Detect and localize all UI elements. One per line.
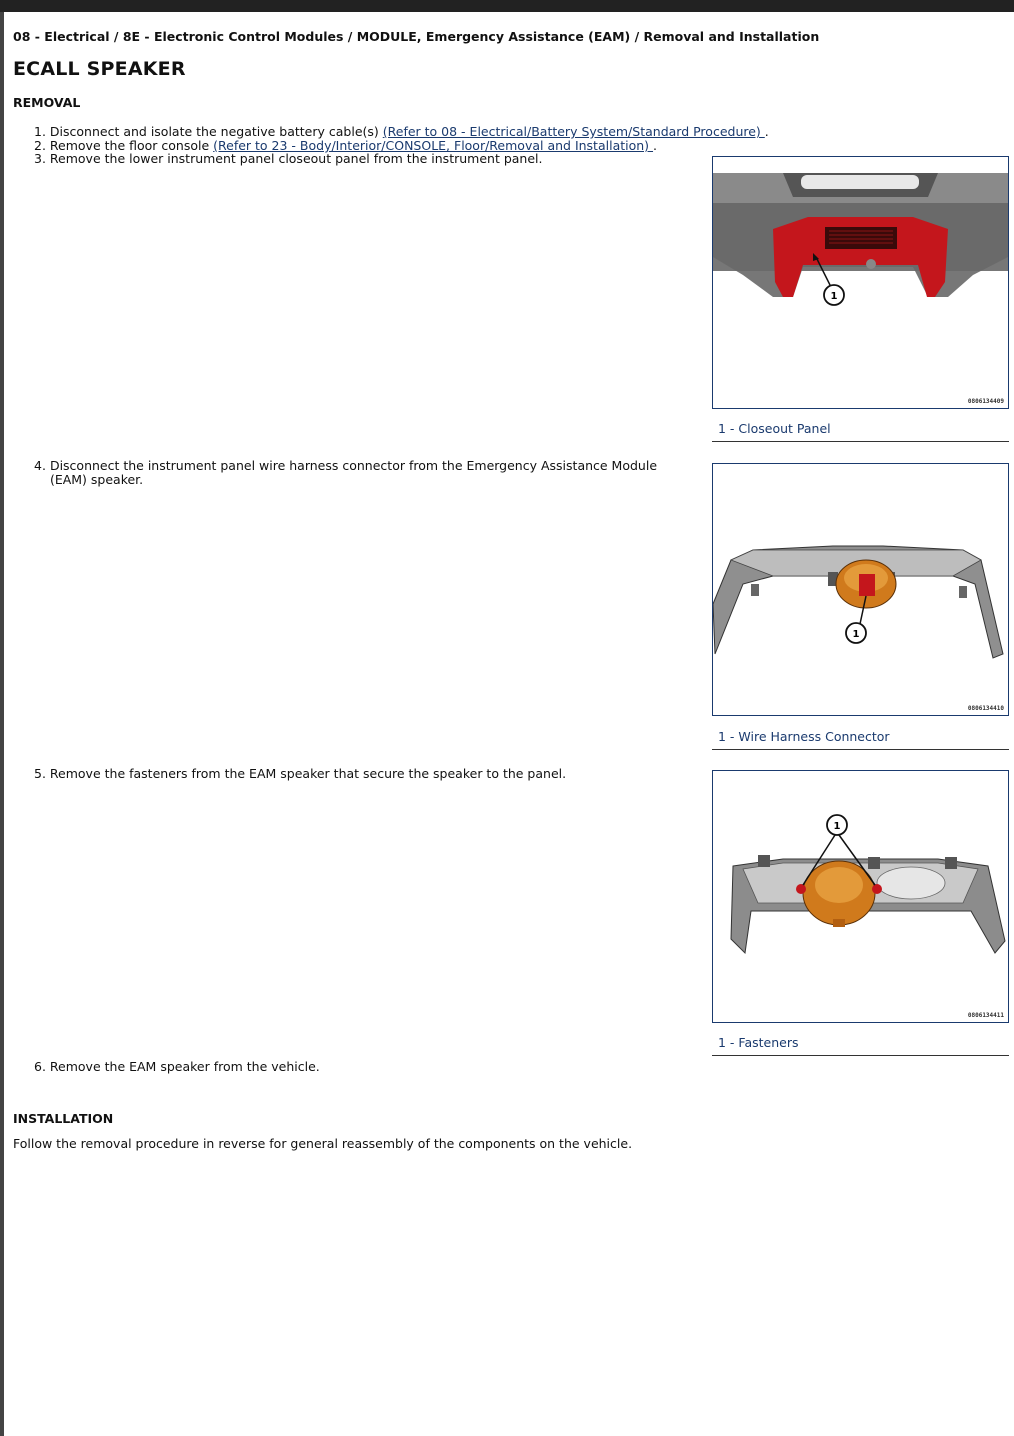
figure-code: 0806134409: [967, 398, 1004, 405]
step-3: [34, 152, 542, 166]
step-number: 3.: [34, 151, 46, 166]
figure-caption-fasteners: 1 - Fasteners: [712, 1035, 1009, 1056]
step-1: [34, 125, 769, 139]
step-text: Disconnect and isolate the negative battery cable(s): [49, 124, 383, 139]
figure-wire-harness: [712, 463, 1009, 716]
figure-caption-closeout-panel: 1 - Closeout Panel: [712, 421, 1009, 442]
step-number: 4.: [34, 458, 46, 473]
floor-console-link[interactable]: (Refer to 23 - Body/Interior/CONSOLE, Floor/Removal and Installation): [213, 138, 654, 153]
figure-code: 0806134411: [967, 1012, 1004, 1019]
step-number: 2.: [34, 138, 46, 153]
figure-closeout-panel: [712, 156, 1009, 409]
closeout-panel-illustration: [713, 157, 1008, 408]
top-bar: [0, 0, 1014, 12]
step-5: [34, 767, 566, 781]
step-text: Remove the floor console: [49, 138, 214, 153]
step-number: 6.: [34, 1059, 46, 1074]
callout-number: 1: [830, 291, 838, 302]
step-suffix: .: [653, 138, 658, 153]
step-text: Remove the fasteners from the EAM speaker that secure the speaker to the panel.: [49, 766, 567, 781]
wire-harness-illustration: [713, 464, 1008, 715]
step-text: Remove the lower instrument panel closeout panel from the instrument panel.: [49, 151, 543, 166]
installation-text: Follow the removal procedure in reverse for general reassembly of the components on the vehicle.: [13, 1136, 633, 1151]
removal-heading: REMOVAL: [13, 95, 81, 110]
step-6: [34, 1060, 320, 1074]
page-title: ECALL SPEAKER: [13, 58, 186, 80]
figure-caption-wire-harness: 1 - Wire Harness Connector: [712, 729, 1009, 750]
step-suffix: .: [764, 124, 769, 139]
step-4: [34, 459, 684, 487]
step-text: Disconnect the instrument panel wire harness connector from the Emergency Assistance Module (EAM) speaker.: [49, 458, 658, 487]
callout-number: 1: [852, 629, 860, 640]
callout-number: 1: [833, 821, 841, 832]
installation-heading: INSTALLATION: [13, 1111, 114, 1126]
step-text: Remove the EAM speaker from the vehicle.: [49, 1059, 320, 1074]
battery-procedure-link[interactable]: (Refer to 08 - Electrical/Battery System/Standard Procedure): [382, 124, 765, 139]
figure-code: 0806134410: [967, 705, 1004, 712]
left-border: [0, 12, 4, 1436]
breadcrumb: 08 - Electrical / 8E - Electronic Control Modules / MODULE, Emergency Assistance (EAM) / Removal and Installation: [13, 29, 820, 44]
step-number: 5.: [34, 766, 46, 781]
step-number: 1.: [34, 124, 46, 139]
fasteners-illustration: [713, 771, 1008, 1022]
figure-fasteners: [712, 770, 1009, 1023]
